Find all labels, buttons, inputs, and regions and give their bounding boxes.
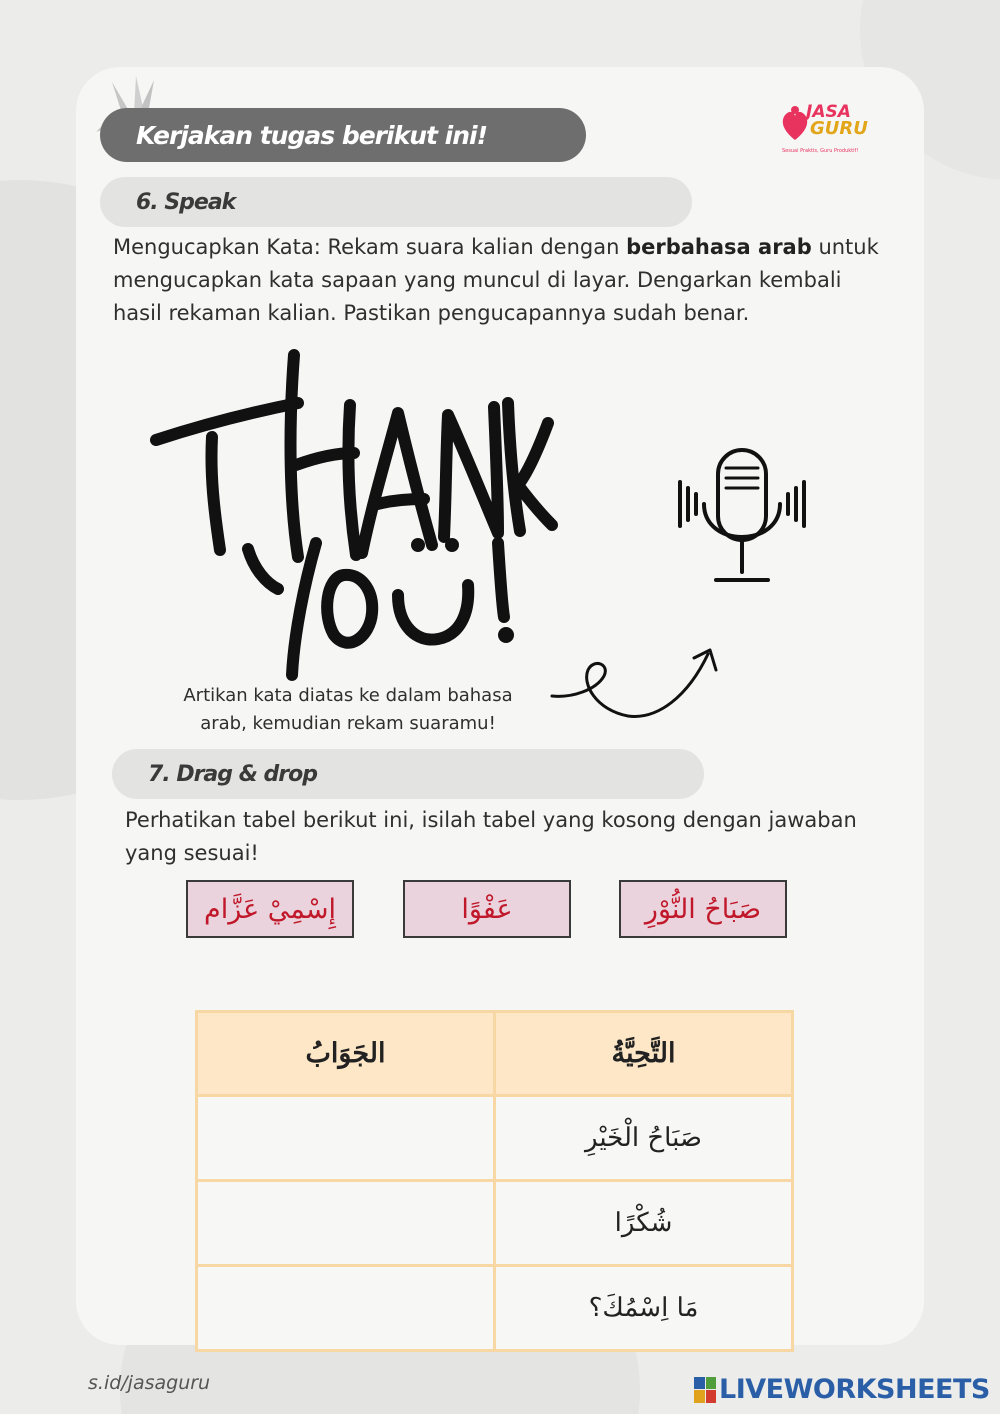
logo-word-top: JASA (806, 102, 851, 122)
section-7-header (112, 749, 704, 799)
microphone-icon[interactable] (676, 444, 808, 588)
page-title: Kerjakan tugas berikut ini! (136, 120, 487, 150)
liveworksheets-logo-icon (694, 1377, 716, 1403)
thank-you-illustration (148, 345, 558, 685)
section-6-instruction (113, 231, 893, 330)
section-6-label: 6. Speak (136, 189, 236, 215)
instruction-bold-text: berbahasa arab (626, 235, 812, 259)
greeting-cell: شُكْرًا (495, 1181, 793, 1266)
drop-target-cell[interactable] (197, 1181, 495, 1266)
drop-target-cell[interactable] (197, 1096, 495, 1181)
drag-option[interactable]: صَبَاحُ النُّوْرِ (619, 880, 787, 938)
table-header-row (197, 1012, 793, 1096)
section-7-instruction: Perhatikan tabel berikut ini, isilah tabel yang kosong dengan jawaban yang sesuai! (125, 808, 857, 865)
greeting-cell: صَبَاحُ الْخَيْرِ (495, 1096, 793, 1181)
liveworksheets-text: LIVEWORKSHEETS (719, 1374, 990, 1405)
logo-word-bottom: GURU (810, 118, 868, 139)
section-7-label: 7. Drag & drop (148, 761, 317, 787)
liveworksheets-brand[interactable] (694, 1374, 990, 1405)
instruction-text: untuk mengucapkan kata sapaan yang muncul di layar. Dengarkan kembali hasil rekaman kalian. Pastikan pengucapannya sudah benar. (113, 235, 879, 325)
section-6-header (100, 177, 692, 227)
jasaguru-logo (780, 104, 884, 162)
table-row (197, 1096, 793, 1181)
drag-option[interactable]: عَفْوًا (403, 880, 571, 938)
footer-link[interactable]: s.id/jasaguru (88, 1372, 211, 1394)
drag-option[interactable]: إِسْمِيْ عَزَّام (186, 880, 354, 938)
curly-arrow-icon (548, 640, 724, 724)
table-row (197, 1181, 793, 1266)
logo-tagline: Sesuai Praktis, Guru Produktif! (782, 148, 859, 154)
title-banner (100, 108, 586, 162)
table-header-answer: الجَوَابُ (197, 1012, 495, 1096)
table-header-greeting: التَّحِيَّةُ (495, 1012, 793, 1096)
drop-target-cell[interactable] (197, 1266, 495, 1351)
instruction-text: Mengucapkan Kata: Rekam suara kalian dengan (113, 235, 627, 259)
illustration-caption: Artikan kata diatas ke dalam bahasa arab, kemudian rekam suaramu! (183, 685, 513, 734)
table-row (197, 1266, 793, 1351)
greeting-cell: مَا اِسْمُكَ؟ (495, 1266, 793, 1351)
answer-table (195, 1010, 794, 1352)
